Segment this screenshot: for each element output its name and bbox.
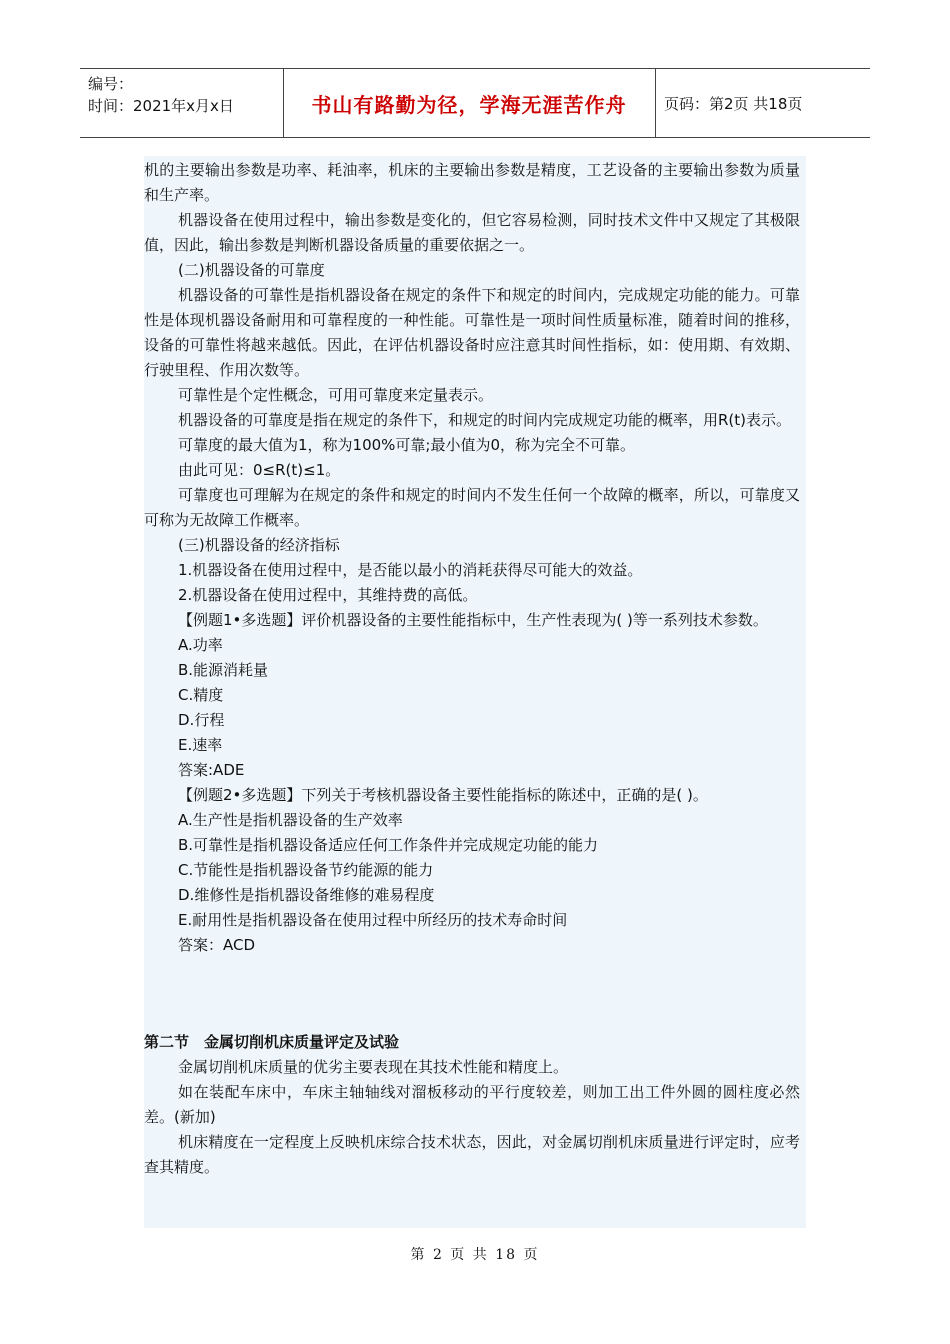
answer-option: B.能源消耗量 [178,661,269,679]
header-page-info: 页码：第2页 共18页 [664,94,803,113]
subsection-heading: (二)机器设备的可靠度 [178,261,325,279]
header-divider [655,69,656,137]
body-paragraph: 机器设备的可靠度是指在规定的条件下，和规定的时间内完成规定功能的概率，用R(t)表示。 [178,411,792,429]
document-date: 时间：2021年x月x日 [88,97,234,115]
answer-option: A.功率 [178,636,223,654]
answer-option: E.耐用性是指机器设备在使用过程中所经历的技术寿命时间 [178,911,568,929]
section-title: 第二节 金属切削机床质量评定及试验 [144,1033,400,1051]
body-paragraph: 可靠性是个定性概念，可用可靠度来定量表示。 [178,386,494,404]
example-question: 【例题2•多选题】下列关于考核机器设备主要性能指标的陈述中，正确的是( )。 [178,786,708,804]
answer-option: D.维修性是指机器设备维修的难易程度 [178,886,435,904]
body-paragraph: 由此可见：0≤R(t)≤1。 [178,461,341,479]
answer-option: E.速率 [178,736,223,754]
answer-option: C.节能性是指机器设备节约能源的能力 [178,861,434,879]
blank-space [144,958,800,1030]
body-paragraph: 机的主要输出参数是功率、耗油率，机床的主要输出参数是精度，工艺设备的主要输出参数为质量和生产率。 [144,161,800,204]
answer-option: A.生产性是指机器设备的生产效率 [178,811,403,829]
answer-option: B.可靠性是指机器设备适应任何工作条件并完成规定功能的能力 [178,836,599,854]
subsection-heading: (三)机器设备的经济指标 [178,536,340,554]
list-item: 2.机器设备在使用过程中，其维持费的高低。 [178,586,478,604]
answer-key: 答案：ACD [178,936,256,954]
list-item: 1.机器设备在使用过程中，是否能以最小的消耗获得尽可能大的效益。 [178,561,643,579]
page-header [80,68,870,138]
example-question: 【例题1•多选题】评价机器设备的主要性能指标中，生产性表现为( )等一系列技术参数。 [178,611,768,629]
body-paragraph: 机床精度在一定程度上反映机床综合技术状态，因此，对金属切削机床质量进行评定时，应考查其精度。 [144,1133,800,1176]
body-paragraph: 可靠度的最大值为1，称为100%可靠;最小值为0，称为完全不可靠。 [178,436,636,454]
answer-key: 答案:ADE [178,761,245,779]
header-meta [88,73,234,117]
answer-option: D.行程 [178,711,225,729]
page-footer: 第 2 页 共 18 页 [410,1247,540,1263]
body-paragraph: 金属切削机床质量的优劣主要表现在其技术性能和精度上。 [178,1058,569,1076]
answer-option: C.精度 [178,686,224,704]
header-motto: 书山有路勤为径，学海无涯苦作舟 [311,92,627,117]
document-body [144,158,800,1180]
document-number-label: 编号： [88,75,134,93]
body-paragraph: 机器设备的可靠性是指机器设备在规定的条件下和规定的时间内，完成规定功能的能力。可靠性是体现机器设备耐用和可靠程度的一种性能。可靠性是一项时间性质量标准，随着时间的推移，设备的可靠性将越来越低。因此，在评估机器设备时应注意其时间性指标，如：使用期、有效期、行驶里程、作用次数等。 [144,286,800,379]
body-paragraph: 如在装配车床中，车床主轴轴线对溜板移动的平行度较差，则加工出工件外圆的圆柱度必然差。(新加) [144,1083,800,1126]
body-paragraph: 可靠度也可理解为在规定的条件和规定的时间内不发生任何一个故障的概率，所以，可靠度又可称为无故障工作概率。 [144,486,800,529]
body-paragraph: 机器设备在使用过程中，输出参数是变化的，但它容易检测，同时技术文件中又规定了其极限值，因此，输出参数是判断机器设备质量的重要依据之一。 [144,211,800,254]
